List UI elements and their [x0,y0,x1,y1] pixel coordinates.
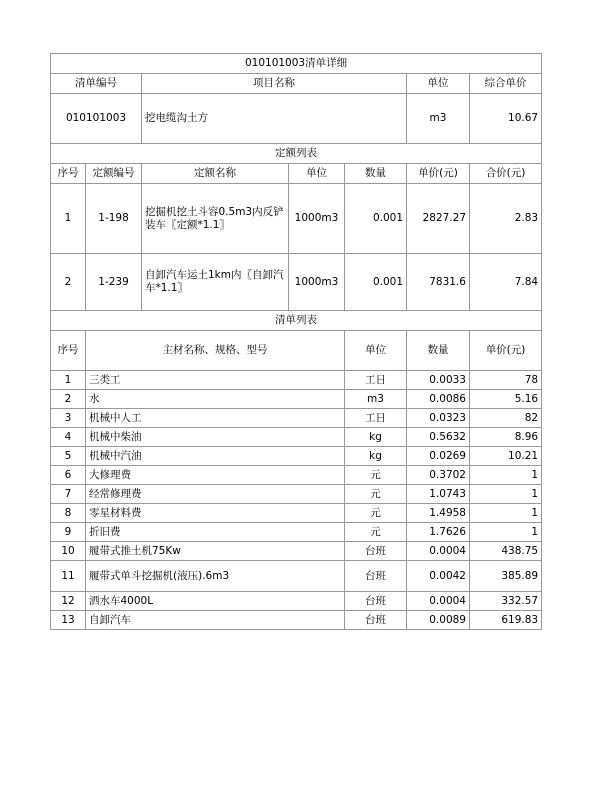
material-price: 332.57 [470,592,542,611]
quota-section-title: 定额列表 [51,144,542,164]
material-unit: kg [345,428,407,447]
bill-price: 10.67 [470,94,542,144]
material-price: 1 [470,466,542,485]
material-row [51,409,542,428]
material-price: 78 [470,371,542,390]
material-name: 大修理费 [86,466,345,485]
material-price: 385.89 [470,561,542,592]
material-unit: 工日 [345,371,407,390]
material-row [51,561,542,592]
material-price: 1 [470,523,542,542]
material-qty: 0.0269 [407,447,470,466]
material-index: 12 [51,592,86,611]
material-qty: 1.0743 [407,485,470,504]
quota-qty: 0.001 [345,254,407,311]
material-qty: 0.0033 [407,371,470,390]
material-price: 8.96 [470,428,542,447]
material-price: 82 [470,409,542,428]
bill-code: 010101003 [51,94,142,144]
material-index: 11 [51,561,86,592]
material-index: 10 [51,542,86,561]
header-code-label: 清单编号 [51,74,142,94]
material-price: 10.21 [470,447,542,466]
material-qty: 1.7626 [407,523,470,542]
quota-price: 2827.27 [407,184,470,254]
quota-index: 2 [51,254,86,311]
material-unit: 台班 [345,561,407,592]
material-index: 1 [51,371,86,390]
material-index: 7 [51,485,86,504]
material-row [51,466,542,485]
material-qty: 1.4958 [407,504,470,523]
material-unit: 元 [345,485,407,504]
material-index: 5 [51,447,86,466]
materials-col-index: 序号 [51,331,86,371]
material-price: 1 [470,485,542,504]
materials-col-unit: 单位 [345,331,407,371]
quota-unit: 1000m3 [289,184,345,254]
bill-name: 挖电缆沟土方 [142,94,407,144]
material-unit: 台班 [345,611,407,630]
material-index: 3 [51,409,86,428]
quota-col-qty: 数量 [345,164,407,184]
bill-item-row [51,94,542,144]
quota-name: 自卸汽车运土1km内〖自卸汽车*1.1〗 [142,254,289,311]
quota-col-total: 合价(元) [470,164,542,184]
material-price: 5.16 [470,390,542,409]
material-qty: 0.3702 [407,466,470,485]
material-row [51,428,542,447]
material-row [51,504,542,523]
material-unit: 台班 [345,542,407,561]
material-qty: 0.0004 [407,542,470,561]
materials-col-name: 主材名称、规格、型号 [86,331,345,371]
quota-total: 2.83 [470,184,542,254]
header-name-label: 项目名称 [142,74,407,94]
quota-qty: 0.001 [345,184,407,254]
material-row [51,592,542,611]
material-name: 履带式单斗挖掘机(液压).6m3 [86,561,345,592]
material-unit: 台班 [345,592,407,611]
material-row [51,447,542,466]
materials-header-row [51,331,542,371]
material-index: 4 [51,428,86,447]
material-index: 13 [51,611,86,630]
quota-col-code: 定额编号 [86,164,142,184]
material-name: 机械中柴油 [86,428,345,447]
material-row [51,485,542,504]
material-row [51,371,542,390]
material-qty: 0.0323 [407,409,470,428]
material-unit: 元 [345,504,407,523]
material-index: 6 [51,466,86,485]
material-row [51,390,542,409]
material-name: 履带式推土机75Kw [86,542,345,561]
materials-section-title: 清单列表 [51,311,542,331]
material-name: 机械中人工 [86,409,345,428]
material-row [51,523,542,542]
quota-price: 7831.6 [407,254,470,311]
material-qty: 0.5632 [407,428,470,447]
material-name: 零星材料费 [86,504,345,523]
quota-col-price: 单价(元) [407,164,470,184]
material-name: 水 [86,390,345,409]
quota-unit: 1000m3 [289,254,345,311]
material-unit: m3 [345,390,407,409]
material-name: 洒水车4000L [86,592,345,611]
material-index: 9 [51,523,86,542]
material-unit: 元 [345,466,407,485]
header-unit-label: 单位 [407,74,470,94]
material-qty: 0.0086 [407,390,470,409]
material-name: 经常修理费 [86,485,345,504]
materials-col-qty: 数量 [407,331,470,371]
material-index: 8 [51,504,86,523]
quota-row [51,184,542,254]
quota-name: 挖掘机挖土斗容0.5m3内反铲装车〖定额*1.1〗 [142,184,289,254]
quota-code: 1-239 [86,254,142,311]
quota-col-name: 定额名称 [142,164,289,184]
material-unit: 工日 [345,409,407,428]
material-unit: kg [345,447,407,466]
material-unit: 元 [345,523,407,542]
material-index: 2 [51,390,86,409]
materials-col-price: 单价(元) [470,331,542,371]
material-qty: 0.0004 [407,592,470,611]
sheet-title: 010101003清单详细 [51,54,542,74]
quota-row [51,254,542,311]
material-qty: 0.0042 [407,561,470,592]
material-name: 自卸汽车 [86,611,345,630]
detail-table [50,53,542,630]
quota-code: 1-198 [86,184,142,254]
bill-unit: m3 [407,94,470,144]
material-name: 机械中汽油 [86,447,345,466]
material-qty: 0.0089 [407,611,470,630]
quota-col-index: 序号 [51,164,86,184]
quota-col-unit: 单位 [289,164,345,184]
material-price: 1 [470,504,542,523]
material-row [51,611,542,630]
material-price: 619.83 [470,611,542,630]
material-price: 438.75 [470,542,542,561]
quota-total: 7.84 [470,254,542,311]
material-name: 三类工 [86,371,345,390]
material-row [51,542,542,561]
header-price-label: 综合单价 [470,74,542,94]
header-row [51,74,542,94]
quota-header-row [51,164,542,184]
material-name: 折旧费 [86,523,345,542]
quota-index: 1 [51,184,86,254]
